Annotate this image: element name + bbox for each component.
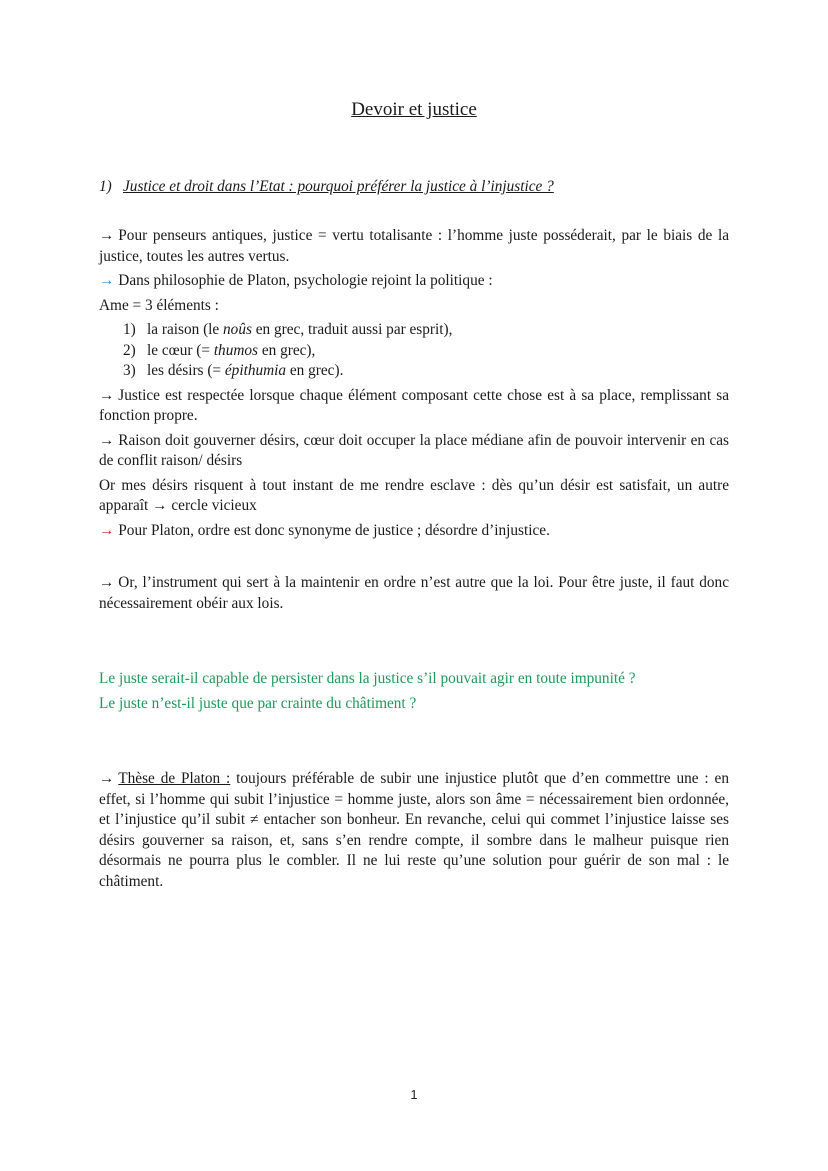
list-item: 1) la raison (le noûs en grec, traduit aussi par esprit), (123, 321, 453, 338)
question-chatiment: Le juste n’est-il juste que par crainte du châtiment ? (99, 694, 417, 712)
paragraph-raison-desirs: → Raison doit gouverner désirs, cœur doit occuper la place médiane afin de pouvoir intervenir en cas de conflit raison/ désirs (99, 431, 729, 469)
arrow-right-icon: → (99, 574, 115, 591)
arrow-right-icon: → (99, 386, 115, 404)
these-label: Thèse de Platon : (118, 770, 231, 787)
paragraph-cercle-vicieux: Or mes désirs risquent à tout instant de me rendre esclave : dès qu’un désir est satisfait, un autre apparaît → cercle vicieux (99, 476, 729, 517)
section-body (99, 226, 729, 545)
arrow-right-icon: → (99, 227, 115, 244)
paragraph-loi: → Or, l’instrument qui sert à la maintenir en ordre n’est autre que la loi. Pour être juste, il faut donc nécessairement obéir aux lois. (99, 574, 729, 612)
paragraph-justice-respected: → Justice est respectée lorsque chaque élément composant cette chose est à sa place, remplissant sa fonction propre. (99, 386, 729, 424)
list-item: 2) le cœur (= thumos en grec), (123, 341, 316, 359)
elements-list (123, 320, 729, 382)
questions-block (99, 669, 729, 718)
paragraph-these-platon: → Thèse de Platon : toujours préférable de subir une injustice plutôt que d’en commettre une : en effet, si l’homme qui subit l’injustice = homme juste, alors son âme = nécessairement bien ordonnée, et l’injustice qu’il subit ≠ entacher son bonheur. En revanche, celui qui commet l’injustice laisse ses désirs gouverner sa raison, et, sans s’en rendre compte, il sombre dans le malheur puisque rien désormais ne pourra plus le combler. Il ne lui reste qu’une solution pour guérir de son mal : le châtiment. (99, 770, 729, 890)
question-impunite: Le juste serait-il capable de persister dans la justice s’il pouvait agir en toute impunité ? (99, 670, 636, 687)
arrow-right-icon: → (99, 521, 115, 539)
paragraph-ordre-justice: → Pour Platon, ordre est donc synonyme de justice ; désordre d’injustice. (99, 521, 729, 542)
arrow-right-icon: → (99, 431, 115, 449)
section-heading (99, 178, 554, 196)
list-item: 3) les désirs (= épithumia en grec). (123, 362, 344, 379)
section-number: 1) (99, 178, 112, 195)
paragraph-antique-justice: → Pour penseurs antiques, justice = vertu totalisante : l’homme juste posséderait, par le biais de la justice, toutes les autres vertus. (99, 227, 729, 265)
paragraph-ame-elements: Ame = 3 éléments : (99, 296, 219, 314)
arrow-right-icon: → (152, 497, 168, 514)
document-title: Devoir et justice (351, 99, 477, 120)
paragraph-platon-psychology: → Dans philosophie de Platon, psychologie rejoint la politique : (99, 271, 729, 292)
arrow-right-icon: → (99, 272, 115, 289)
page-number: 1 (410, 1087, 418, 1102)
section-heading-text: Justice et droit dans l’Etat : pourquoi préférer la justice à l’injustice ? (123, 178, 554, 195)
arrow-right-icon: → (99, 770, 115, 787)
